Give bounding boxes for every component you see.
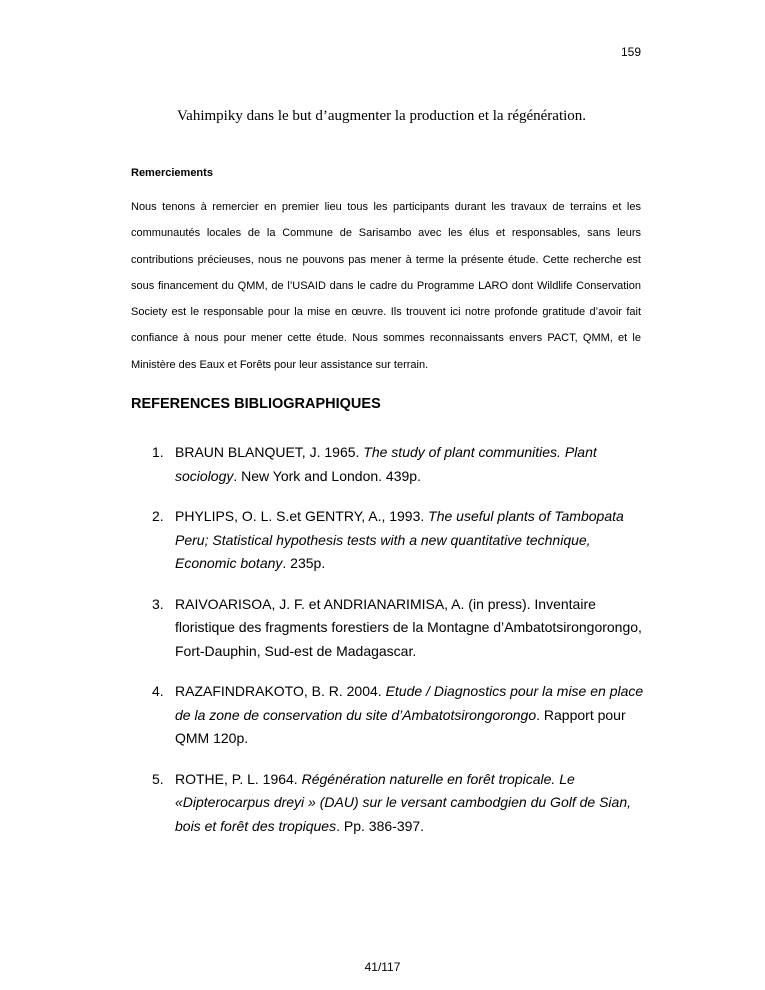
reference-authors: BRAUN BLANQUET, J. 1965. [175,444,364,460]
reference-details: . Pp. 386-397. [336,817,425,834]
reference-title: Etude / Diagnostics pour la mise en place de la zone de conservation du site d’Ambatotsirongorongo [175,683,644,723]
reference-number: 4. [152,683,164,699]
reference-item [131,593,651,664]
reference-authors: RAZAFINDRAKOTO, B. R. 2004. [175,683,386,699]
references-heading: REFERENCES BIBLIOGRAPHIQUES [131,396,381,412]
reference-authors: ROTHE, P. L. 1964. [175,770,302,787]
reference-item [131,505,651,576]
reference-authors: RAIVOARISOA, J. F. et ANDRIANARIMISA, A. (in press). Inventaire floristique des fragments forestiers de la Montagne d’Ambatotsirongorongo, Fort-Dauphin, Sud-est de Madagascar. [175,595,642,659]
reference-item [131,768,651,839]
reference-number: 2. [152,508,164,524]
page-number-bottom: 41/117 [364,960,401,974]
reference-details: . Rapport pour QMM 120p. [175,706,626,746]
reference-title: The useful plants of Tambopata Peru; Statistical hypothesis tests with a new quantitative technique, Economic botany [175,508,624,571]
references-list [131,441,651,855]
reference-number: 5. [152,770,164,787]
reference-number: 3. [152,595,164,612]
reference-item [131,680,651,751]
reference-details: . New York and London. 439p. [233,467,421,484]
acknowledgements-heading: Remerciements [131,167,213,179]
reference-item [131,441,651,488]
reference-details: . 235p. [282,555,326,571]
reference-title: The study of plant communities. Plant sociology [175,444,597,484]
acknowledgements-body: Nous tenons à remercier en premier lieu tous les participants durant les travaux de terrains et les communautés locales de la Commune de Sarisambo avec les élus et responsables, sans leurs contributions précieuses, nous ne pouvons pas mener à terme la présente étude. Cette recherche est sous financement du QMM, de l’USAID dans le cadre du Programme LARO dont Wildlife Conservation Society est le responsable pour la mise en œuvre. Ils trouvent ici notre profonde gratitude d’avoir fait confiance à nous pour mener cette étude. Nous sommes reconnaissants envers PACT, QMM, et le Ministère des Eaux et Forêts pour leur assistance sur terrain. [131,201,641,371]
reference-title: Régénération naturelle en forêt tropicale. Le «Dipterocarpus dreyi » (DAU) sur le versant cambodgien du Golf de Sian, bois et forêt des tropiques [175,770,631,834]
reference-number: 1. [152,444,164,460]
reference-authors: PHYLIPS, O. L. S.et GENTRY, A., 1993. [175,508,429,524]
page-number-top: 159 [620,45,641,59]
lead-text: Vahimpiky dans le but d’augmenter la production et la régénération. [177,108,587,124]
